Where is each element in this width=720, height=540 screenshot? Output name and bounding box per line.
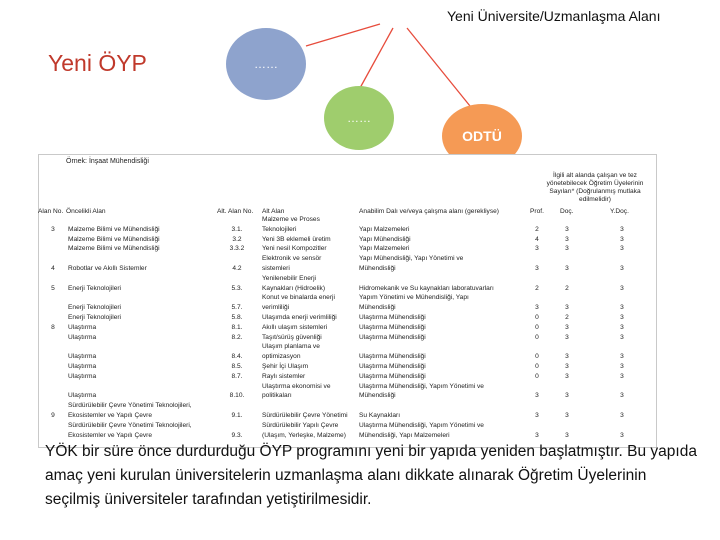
table-cell: 3 bbox=[565, 392, 569, 400]
table-cell: 3 bbox=[565, 372, 569, 380]
area-label: Yeni Üniversite/Uzmanlaşma Alanı bbox=[447, 8, 661, 24]
table-cell: 3 bbox=[565, 353, 569, 361]
circle-placeholder-top: …… bbox=[226, 28, 306, 100]
table-cell: 3 bbox=[620, 235, 624, 243]
table-cell: 8.5. bbox=[231, 363, 243, 370]
table-cell: 2 bbox=[565, 314, 569, 321]
table-cell: 3.3.2 bbox=[229, 245, 245, 253]
circle-placeholder-middle: …… bbox=[324, 86, 394, 150]
table-cell: 8.7. bbox=[231, 372, 243, 380]
table-cell: 0 bbox=[535, 372, 539, 380]
table-cell: 0 bbox=[535, 363, 539, 370]
example-label: Örnek: İnşaat Mühendisliği bbox=[66, 158, 149, 165]
table-cell: Ulaştırma bbox=[68, 333, 97, 341]
col-alt-alan: Alt Alan bbox=[262, 208, 285, 215]
table-cell: 8 bbox=[51, 323, 55, 331]
table-cell: 3 bbox=[535, 265, 539, 272]
table-cell: 9.1. bbox=[231, 412, 243, 419]
table-cell: 8.2. bbox=[231, 333, 243, 341]
table-cell: 3 bbox=[565, 363, 569, 370]
table-cell: Yapı Mühendisliği bbox=[359, 235, 411, 243]
table-cell: 9.3. bbox=[231, 431, 243, 439]
table-cell: Ekosistemler ve Yapılı Çevre bbox=[68, 412, 153, 419]
table-cell: 3 bbox=[565, 333, 569, 341]
table-cell: 3 bbox=[620, 353, 624, 361]
table-cell: Ulaştırma Mühendisliği bbox=[359, 323, 426, 331]
table-cell: 5 bbox=[51, 284, 55, 292]
col-oncelikli-alan: Öncelikli Alan bbox=[66, 208, 106, 215]
table-cell: 8.4. bbox=[231, 353, 243, 361]
table-cell: sistemleri bbox=[262, 265, 290, 272]
table-cell: 0 bbox=[535, 333, 539, 341]
col-ydoc: Y.Doç. bbox=[610, 208, 629, 215]
table-cell: Ulaştırma Mühendisliği bbox=[359, 353, 426, 361]
footer-text: YÖK bir süre önce durdurduğu ÖYP programını yeni bir yapıda yeniden başlatmıştır. Bu yapıda amaç yeni kurulan üniversitelerin uzmanlaşma alanı dikkate alınarak Öğretim Üyelerinin seçilmiş üniversiteler tarafından yetiştirilmesidir. bbox=[45, 443, 697, 508]
table-cell: 5.3. bbox=[231, 284, 243, 292]
table-cell: optimizasyon bbox=[262, 353, 301, 361]
table-cell: Konut ve binalarda enerji bbox=[262, 294, 335, 302]
table-cell: Yapı Malzemeleri bbox=[359, 225, 410, 233]
table-cell: Yapı Malzemeleri bbox=[359, 245, 410, 253]
table-cell: 3 bbox=[620, 304, 624, 312]
table-cell: 3 bbox=[620, 392, 624, 400]
table-cell: 3 bbox=[620, 323, 624, 331]
table-cell: Sürdürülebilir Yapılı Çevre bbox=[262, 421, 339, 429]
table-cell: Ulaştırma ekonomisi ve bbox=[262, 382, 331, 390]
table-cell: Ulaştırma bbox=[68, 323, 97, 331]
page-title: Yeni ÖYP bbox=[48, 50, 147, 76]
table-cell: 3 bbox=[620, 265, 624, 272]
table-cell: Ulaştırma bbox=[68, 363, 97, 370]
table-cell: Yapı Mühendisliği, Yapı Yönetimi ve bbox=[359, 255, 464, 263]
table-cell: Sürdürülebilir Çevre Yönetimi Teknolojileri, bbox=[68, 421, 192, 429]
table-cell: 3 bbox=[565, 431, 569, 439]
table-cell: 8.10. bbox=[229, 392, 245, 400]
table-cell: Malzeme Bilimi ve Mühendisliği bbox=[68, 245, 160, 253]
circle-odtu: ODTÜ bbox=[442, 104, 522, 168]
table-cell: 3 bbox=[565, 412, 569, 419]
table-cell: Ulaştırma Mühendisliği, Yapım Yönetimi ve bbox=[359, 421, 484, 429]
table-cell: verimliliği bbox=[262, 304, 290, 312]
table-cell: Ulaştırma Mühendisliği bbox=[359, 372, 426, 380]
table-cell: 3 bbox=[620, 372, 624, 380]
table-cell: 3 bbox=[620, 225, 624, 233]
table-cell: Yapım Yönetimi ve Mühendisliği, Yapı bbox=[359, 294, 469, 302]
table-cell: Şehir İçi Ulaşım bbox=[262, 363, 309, 370]
table-cell: 3 bbox=[620, 363, 624, 370]
table-cell: Su Kaynakları bbox=[359, 412, 401, 419]
table-cell: Teknolojileri bbox=[262, 225, 297, 233]
table-cell: 3 bbox=[565, 304, 569, 312]
table-cell: Ulaşımda enerji verimliliği bbox=[262, 314, 337, 321]
table-cell: 2 bbox=[565, 284, 569, 292]
table-cell: 3 bbox=[51, 225, 55, 233]
table-cell: Ulaşım planlama ve bbox=[262, 343, 320, 351]
table-cell: 3 bbox=[535, 392, 539, 400]
table-cell: 3 bbox=[565, 245, 569, 253]
table-cell: 3 bbox=[535, 304, 539, 312]
table-cell: 3 bbox=[535, 431, 539, 439]
table-cell: Akıllı ulaşım sistemleri bbox=[262, 323, 328, 331]
table-cell: 4 bbox=[51, 265, 55, 272]
table-cell: Raylı sistemler bbox=[262, 372, 306, 380]
table-cell: 3 bbox=[535, 245, 539, 253]
table-cell: 3 bbox=[620, 314, 624, 321]
table-cell: 3 bbox=[620, 412, 624, 419]
table-cell: Malzeme Bilimi ve Mühendisliği bbox=[68, 225, 160, 233]
table-cell: Taşıt/sürüş güvenliği bbox=[262, 333, 322, 341]
table-cell: Enerji Teknolojileri bbox=[68, 284, 122, 292]
table-cell: Ulaştırma bbox=[68, 372, 97, 380]
col-prof: Prof. bbox=[530, 208, 544, 215]
header-faculty-counts: İlgili alt alanda çalışan ve tez yönetebilecek Öğretim Üyelerinin Sayıları* (Doğrulanmış mutlaka edilmelidir) bbox=[546, 172, 644, 203]
table-cell: Mühendisliği bbox=[359, 304, 396, 312]
table-cell: 3 bbox=[565, 265, 569, 272]
table-cell: 2 bbox=[535, 225, 539, 233]
table-cell: 0 bbox=[535, 353, 539, 361]
col-anabilim: Anabilim Dalı ve/veya çalışma alanı (gerekliyse) bbox=[359, 208, 499, 215]
table-cell: Ulaştırma Mühendisliği bbox=[359, 363, 426, 370]
table-cell: Malzeme ve Proses bbox=[262, 216, 320, 223]
col-alan-no: Alan No. bbox=[38, 208, 64, 215]
table-cell: Enerji Teknolojileri bbox=[68, 304, 122, 312]
table-cell: politikaları bbox=[262, 392, 292, 400]
table-cell: Ulaştırma Mühendisliği bbox=[359, 314, 426, 321]
table-cell: (Ulaşım, Yerleşke, Malzeme) bbox=[262, 431, 346, 439]
table-cell: 0 bbox=[535, 323, 539, 331]
table-cell: 3.1. bbox=[231, 225, 243, 233]
table-cell: Enerji Teknolojileri bbox=[68, 314, 122, 321]
table-cell: 3 bbox=[620, 284, 624, 292]
table-cell: Malzeme Bilimi ve Mühendisliği bbox=[68, 235, 160, 243]
table-cell: 5.8. bbox=[231, 314, 243, 321]
table-cell: Sürdürülebilir Çevre Yönetimi Teknolojileri, bbox=[68, 402, 192, 410]
table-cell: 2 bbox=[535, 284, 539, 292]
table-cell: 4 bbox=[535, 235, 539, 243]
table-cell: Hidromekanik ve Su kaynakları laboratuvarları bbox=[359, 284, 494, 292]
table-cell: Kaynakları (Hidroelik) bbox=[262, 284, 326, 292]
table-cell: 8.1. bbox=[231, 323, 243, 331]
table-cell: 3 bbox=[535, 412, 539, 419]
table-cell: Ulaştırma bbox=[68, 392, 97, 400]
table-cell: 4.2 bbox=[232, 265, 242, 272]
table-cell: 3 bbox=[565, 235, 569, 243]
table-cell: Sürdürülebilir Çevre Yönetimi bbox=[262, 412, 348, 419]
table-cell: Yeni nesil Kompozitler bbox=[262, 245, 327, 253]
table-cell: 3 bbox=[565, 225, 569, 233]
table-cell: Ulaştırma Mühendisliği, Yapım Yönetimi ve bbox=[359, 382, 484, 390]
table-cell: 3 bbox=[565, 323, 569, 331]
table-cell: Mühendisliği bbox=[359, 265, 396, 272]
table-cell: Robotlar ve Akıllı Sistemler bbox=[68, 265, 147, 272]
table-cell: 3 bbox=[620, 431, 624, 439]
table-cell: 3 bbox=[620, 245, 624, 253]
table-cell: Elektronik ve sensör bbox=[262, 255, 322, 263]
col-alt-alan-no: Alt. Alan No. bbox=[217, 208, 254, 215]
table-cell: Mühendisliği, Yapı Malzemeleri bbox=[359, 431, 450, 439]
table-cell: Yeni 3B eklemeli üretim bbox=[262, 235, 331, 243]
table-cell: 5.7. bbox=[231, 304, 243, 312]
table-cell: 9 bbox=[51, 412, 55, 419]
col-doc: Doç. bbox=[560, 208, 574, 215]
table-cell: Yenilenebilir Enerji bbox=[262, 274, 317, 282]
table-cell: 3 bbox=[620, 333, 624, 341]
table-cell: Ulaştırma Mühendisliği bbox=[359, 333, 426, 341]
table-cell: 3.2 bbox=[232, 235, 242, 243]
table-cell: Mühendisliği bbox=[359, 392, 396, 400]
table-cell: 0 bbox=[535, 314, 539, 321]
table-cell: Ulaştırma bbox=[68, 353, 97, 361]
table-cell: Ekosistemler ve Yapılı Çevre bbox=[68, 431, 153, 439]
